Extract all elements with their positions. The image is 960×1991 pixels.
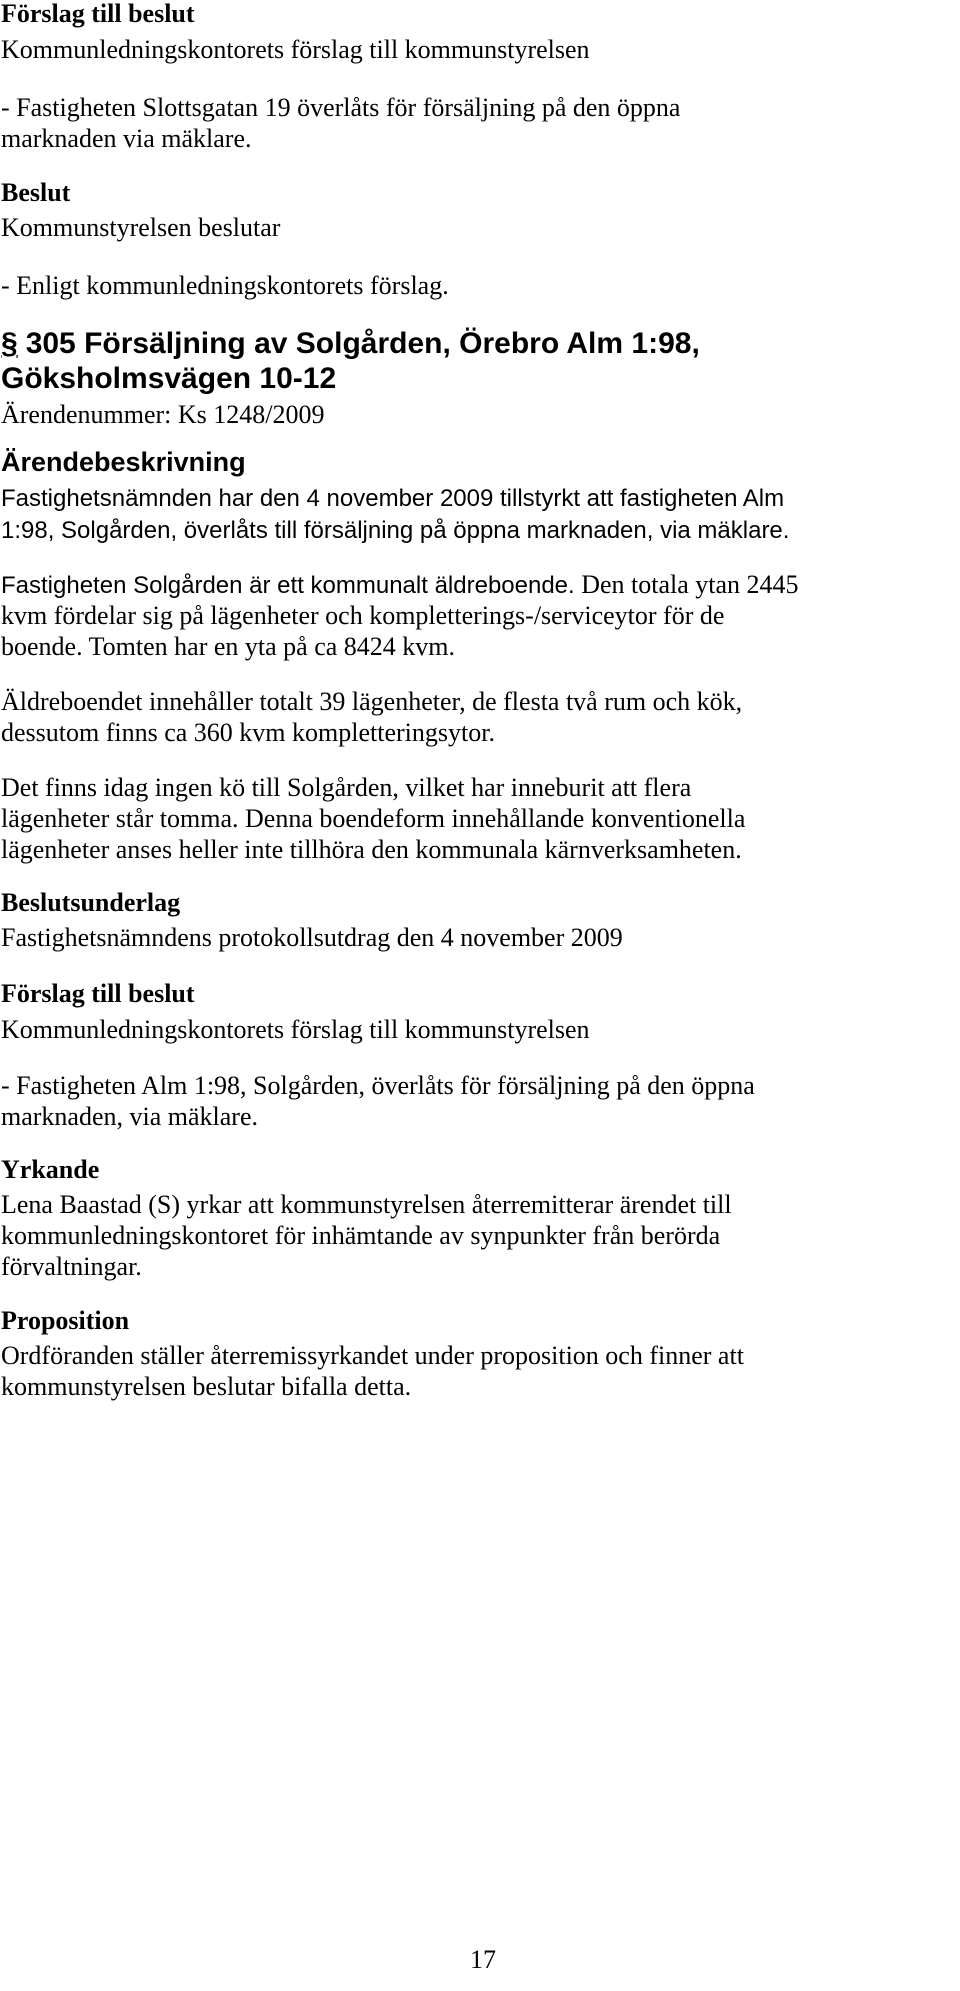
- description-p2-sentence-2: Den totala ytan 2445: [574, 570, 799, 599]
- description-p4-sentence-2: Denna boendeform innehållande konventionella: [238, 804, 746, 833]
- section-forslag-heading: Förslag till beslut: [1, 979, 195, 1008]
- description-heading: Ärendebeskrivning: [1, 447, 246, 477]
- case-number: Ärendenummer: Ks 1248/2009: [1, 400, 325, 429]
- page-number: 17: [470, 1945, 496, 1974]
- underlag-heading: Beslutsunderlag: [1, 888, 181, 917]
- yrkande-line-1: Lena Baastad (S) yrkar att kommunstyrelsen återremitterar ärendet till: [1, 1190, 732, 1219]
- underlag-line: Fastighetsnämndens protokollsutdrag den 4 november 2009: [1, 923, 623, 952]
- description-p1-line-2: 1:98, Solgården, överlåts till försäljning på öppna marknaden, via mäklare.: [1, 517, 790, 544]
- description-p4-line-1: Det finns idag ingen kö till Solgården, vilket har inneburit att flera: [1, 773, 692, 802]
- section-forslag-item-1: - Fastigheten Alm 1:98, Solgården, överlåts för försäljning på den öppna: [1, 1071, 755, 1100]
- proposition-line-1: Ordföranden ställer återremissyrkandet under proposition och finner att: [1, 1341, 744, 1370]
- yrkande-line-3: förvaltningar.: [1, 1252, 142, 1281]
- section-title-line-2: Göksholmsvägen 10-12: [1, 362, 337, 395]
- section-forslag-item-2: marknaden, via mäklare.: [1, 1102, 258, 1131]
- description-p4-sentence-1: lägenheter står tomma.: [1, 804, 239, 833]
- section-title-text: 305 Försäljning av Solgården, Örebro Alm 1:98,: [25, 327, 700, 360]
- section-forslag-line: Kommunledningskontorets förslag till kommunstyrelsen: [1, 1015, 590, 1044]
- forslag-item-1: - Fastigheten Slottsgatan 19 överlåts för försäljning på den öppna: [1, 93, 681, 122]
- proposition-heading: Proposition: [1, 1306, 130, 1335]
- forslag-heading: Förslag till beslut: [1, 0, 195, 28]
- description-p2-sentence-1: Fastigheten Solgården är ett kommunalt äldreboende.: [1, 572, 575, 599]
- forslag-item-2: marknaden via mäklare.: [1, 124, 252, 153]
- yrkande-line-2: kommunledningskontoret för inhämtande av synpunkter från berörda: [1, 1221, 721, 1250]
- beslut-line: Kommunstyrelsen beslutar: [1, 213, 281, 242]
- description-p2-line-3: boende. Tomten har en yta på ca 8424 kvm.: [1, 632, 456, 661]
- proposition-line-2: kommunstyrelsen beslutar bifalla detta.: [1, 1372, 412, 1401]
- description-p3-line-1: Äldreboendet innehåller totalt 39 lägenheter, de flesta två rum och kök,: [1, 687, 743, 716]
- description-p3-line-2: dessutom finns ca 360 kvm kompletteringsytor.: [1, 718, 495, 747]
- description-p2-line-2: kvm fördelar sig på lägenheter och kompletterings-/serviceytor för de: [1, 601, 725, 630]
- yrkande-heading: Yrkande: [1, 1155, 100, 1184]
- description-p1-line-1: Fastighetsnämnden har den 4 november 2009 tillstyrkt att fastigheten Alm: [1, 485, 785, 512]
- forslag-line: Kommunledningskontorets förslag till kommunstyrelsen: [1, 35, 590, 64]
- beslut-heading: Beslut: [1, 178, 71, 207]
- description-p4-line-3: lägenheter anses heller inte tillhöra den kommunala kärnverksamheten.: [1, 835, 742, 864]
- beslut-item: - Enligt kommunledningskontorets förslag.: [1, 271, 449, 300]
- paragraph-mark: §: [1, 327, 18, 360]
- section-title-line-1: [1, 325, 700, 363]
